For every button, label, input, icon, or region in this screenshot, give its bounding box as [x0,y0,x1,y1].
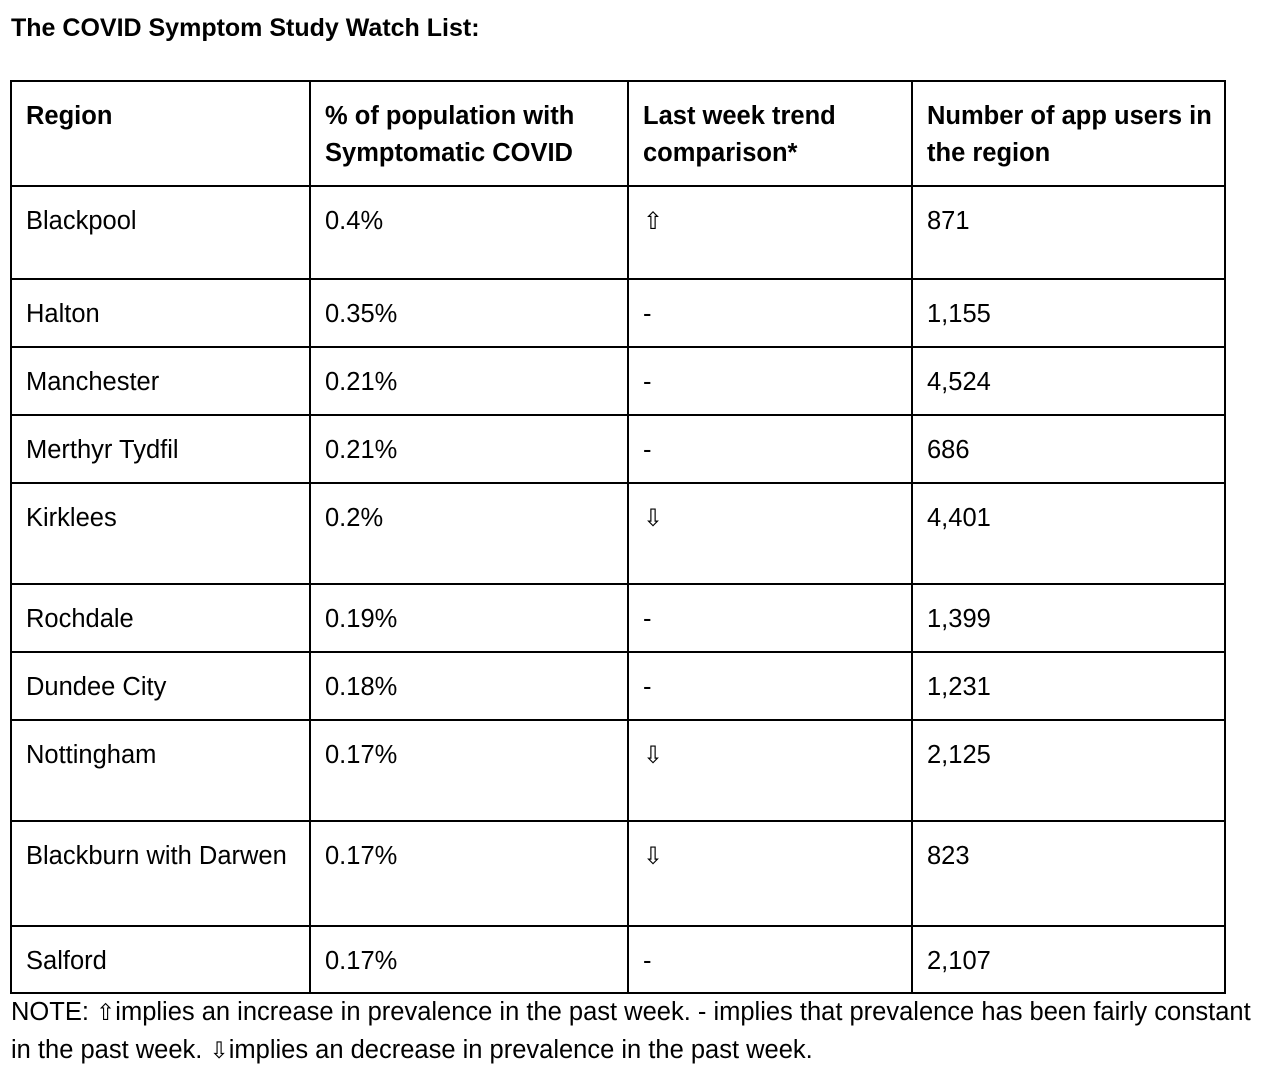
percent-cell: 0.19% [310,584,628,652]
users-cell: 686 [912,415,1225,483]
users-cell: 823 [912,821,1225,926]
arrow-down-icon: ⇩ [643,741,664,769]
trend-cell: - [628,347,912,415]
percent-cell: 0.17% [310,926,628,993]
percent-cell: 0.35% [310,279,628,347]
table-row [11,483,1225,584]
note-down-text: implies an decrease in prevalence in the past week. [228,1036,813,1064]
page-title: The COVID Symptom Study Watch List: [11,14,480,42]
trend-cell [628,186,912,279]
table-row [11,720,1225,821]
region-cell: Blackburn with Darwen [11,821,310,926]
trend-cell: - [628,584,912,652]
users-cell: 4,524 [912,347,1225,415]
table-row [11,584,1225,652]
table-row [11,926,1225,993]
percent-cell: 0.4% [310,186,628,279]
region-cell: Blackpool [11,186,310,279]
trend-cell: - [628,652,912,720]
table-row [11,279,1225,347]
table-row [11,415,1225,483]
percent-cell: 0.21% [310,347,628,415]
trend-cell [628,720,912,821]
percent-cell: 0.17% [310,720,628,821]
table-row [11,652,1225,720]
trend-cell: - [628,279,912,347]
arrow-down-icon: ⇩ [643,842,664,870]
arrow-up-icon: ⇧ [96,1000,116,1026]
users-cell: 2,125 [912,720,1225,821]
users-cell: 4,401 [912,483,1225,584]
region-cell: Salford [11,926,310,993]
trend-cell: - [628,926,912,993]
arrow-down-icon: ⇩ [209,1038,229,1064]
header-percent: % of population with Symptomatic COVID [310,81,628,186]
users-cell: 1,399 [912,584,1225,652]
region-cell: Merthyr Tydfil [11,415,310,483]
header-row [11,81,1225,186]
header-trend: Last week trend comparison* [628,81,912,186]
region-cell: Nottingham [11,720,310,821]
header-region: Region [11,81,310,186]
trend-cell: - [628,415,912,483]
percent-cell: 0.17% [310,821,628,926]
arrow-up-icon: ⇧ [643,207,664,235]
users-cell: 871 [912,186,1225,279]
trend-cell [628,483,912,584]
arrow-down-icon: ⇩ [643,504,664,532]
note-prefix: NOTE: [11,998,97,1026]
table-row [11,821,1225,926]
users-cell: 1,231 [912,652,1225,720]
region-cell: Halton [11,279,310,347]
trend-cell [628,821,912,926]
percent-cell: 0.18% [310,652,628,720]
watch-list-table [10,80,1226,994]
percent-cell: 0.21% [310,415,628,483]
region-cell: Rochdale [11,584,310,652]
region-cell: Manchester [11,347,310,415]
table-row [11,186,1225,279]
percent-cell: 0.2% [310,483,628,584]
header-users: Number of app users in the region [912,81,1225,186]
users-cell: 2,107 [912,926,1225,993]
note-up-text: implies an increase in prevalence in the past week. - implies that prevalence has been fairly constant in the past week. [11,998,1251,1064]
users-cell: 1,155 [912,279,1225,347]
region-cell: Kirklees [11,483,310,584]
footnote [11,994,1273,1070]
region-cell: Dundee City [11,652,310,720]
table-row [11,347,1225,415]
